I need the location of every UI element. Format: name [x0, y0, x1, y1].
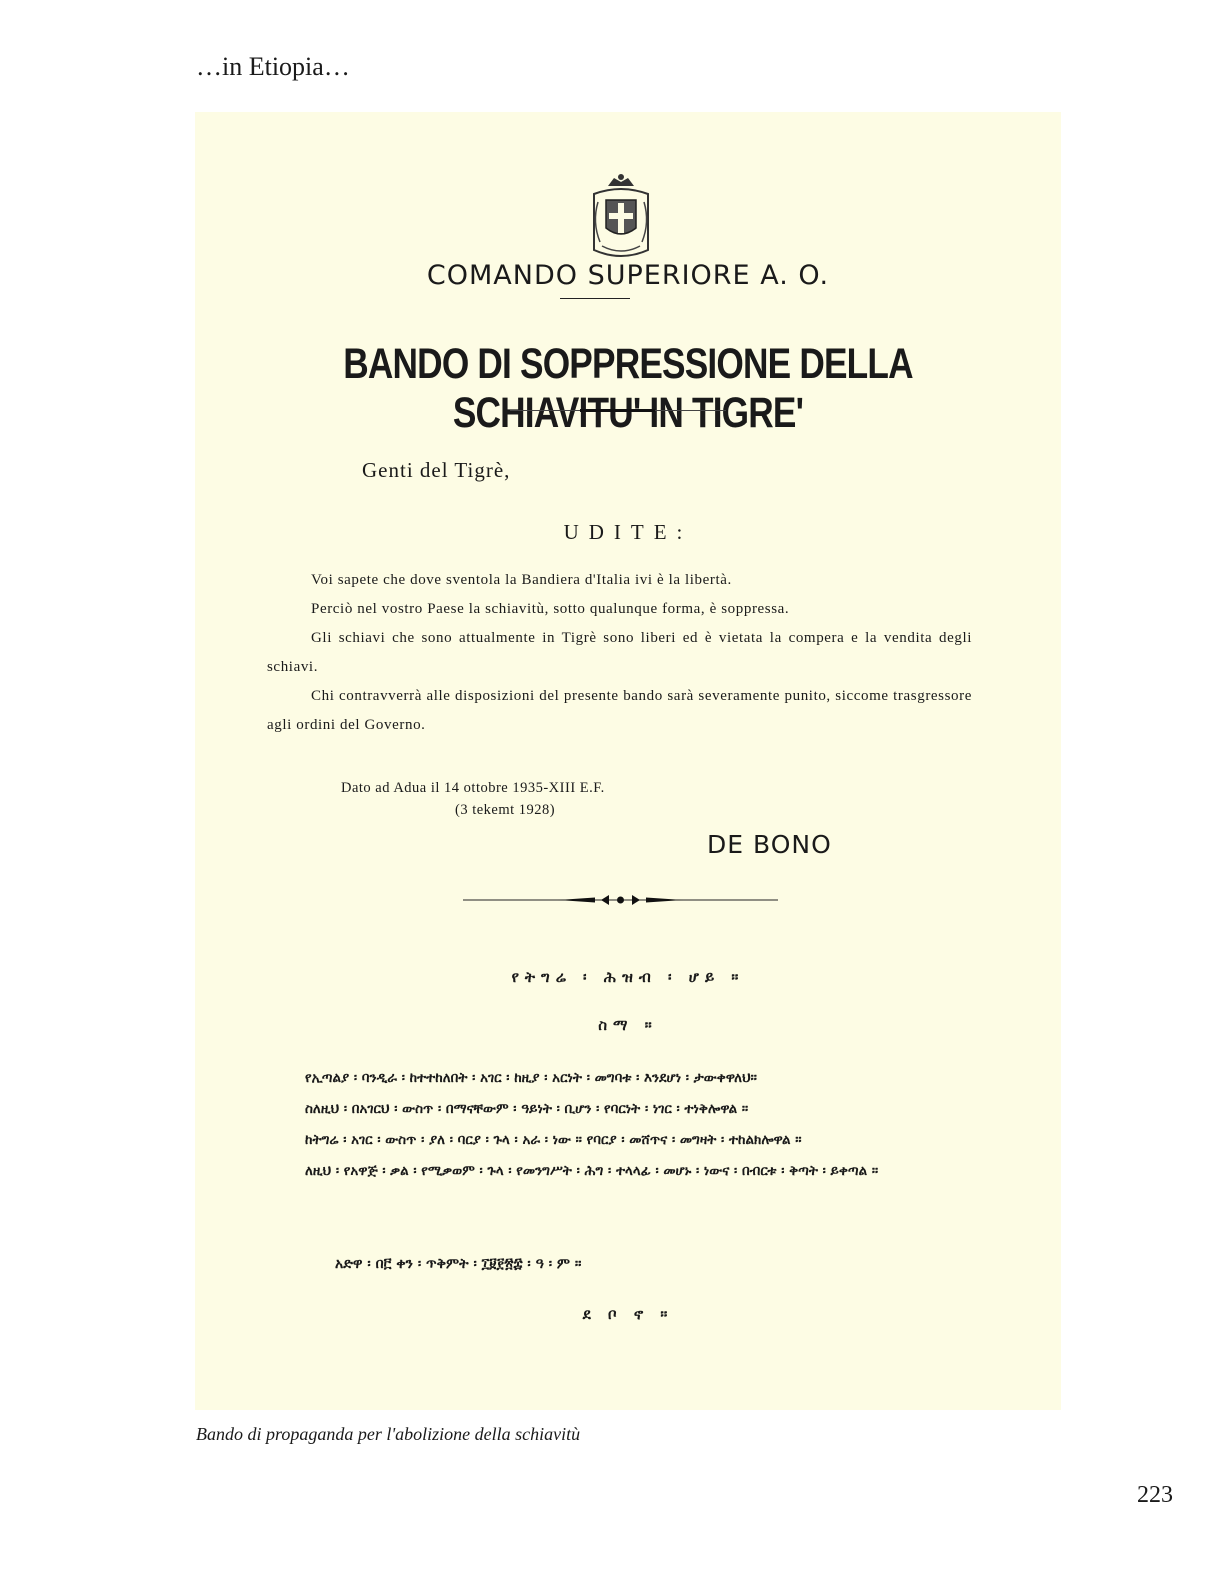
dateline-italian: Dato ad Adua il 14 ottobre 1935-XIII E.F. — [341, 780, 605, 796]
amharic-body — [253, 1063, 973, 1187]
amharic-dateline: አድዋ ፡ በ፫ ቀን ፡ ጥቅምት ፡ ፲፱፻፳፰ ፡ ዓ ፡ ም ። — [335, 1256, 582, 1272]
poster — [195, 112, 1061, 1410]
ornament-divider — [463, 892, 778, 908]
running-head: …in Etiopia… — [196, 52, 350, 81]
amharic-paragraph: ስለዚህ ፡ በአገርህ ፡ ውስጥ ፡ በማናቸውም ፡ ዓይነት ፡ ቢሆን ፡ የባርነት ፡ ነገር ፡ ተነቅሎዋል ። — [305, 1101, 749, 1117]
dateline-local: (3 tekemt 1928) — [455, 802, 556, 818]
paragraph: Gli schiavi che sono attualmente in Tigrè sono liberi ed è vietata la compera e la vendita degli schiavi. — [267, 630, 972, 675]
page-number: 223 — [1137, 1482, 1173, 1508]
amharic-paragraph: የኢጣልያ ፡ ባንዲራ ፡ ከተተከለበት ፡ አገር ፡ ከዚያ ፡ አርነት ፡ መግባቱ ፡ እንደሆነ ፡ ታውቀዋለህ። — [305, 1070, 757, 1086]
header-rule — [560, 298, 630, 299]
amharic-paragraph: ለዚህ ፡ የአዋጅ ፡ ቃል ፡ የሚቃወም ፡ ጉላ ፡ የመንግሥት ፡ ሕግ ፡ ተላላፊ ፡ መሆኑ ፡ ነውና ፡ በብርቱ ፡ ቅጣት ፡ ይቀጣል ። — [305, 1163, 879, 1179]
amharic-call: ስማ ። — [598, 1016, 658, 1034]
italian-body — [267, 566, 972, 740]
figure-caption: Bando di propaganda per l'abolizione della schiavitù — [196, 1424, 581, 1444]
paragraph: Voi sapete che dove sventola la Bandiera d'Italia ivi è la libertà. — [311, 572, 732, 588]
call-heading: UDITE: — [563, 520, 693, 544]
signature: DE BONO — [707, 830, 832, 859]
paragraph: Chi contravverrà alle disposizioni del presente bando sarà severamente punito, siccome trasgressore agli ordini del Governo. — [267, 688, 972, 733]
title-rule-accent — [580, 409, 655, 412]
poster-title: BANDO DI SOPPRESSIONE DELLA SCHIAVITU' IN TIGRE' — [343, 340, 913, 437]
savoy-coat-of-arms-icon — [588, 172, 654, 262]
amharic-signature: ደ ቦ ኖ ። — [582, 1305, 674, 1323]
poster-header: COMANDO SUPERIORE A. O. — [426, 260, 830, 291]
amharic-paragraph: ከትግሬ ፡ አገር ፡ ውስጥ ፡ ያለ ፡ ባርያ ፡ ጉላ ፡ አራ ፡ ነው ። የባርያ ፡ መሸጥና ፡ መግዛት ፡ ተከልክሎዋል ። — [305, 1132, 802, 1148]
greeting: Genti del Tigrè, — [362, 458, 511, 482]
amharic-title: የትግሬ ፡ ሕዝብ ፡ ሆይ ። — [511, 968, 745, 986]
paragraph: Perciò nel vostro Paese la schiavitù, sotto qualunque forma, è soppressa. — [311, 601, 790, 617]
dateline — [341, 777, 605, 821]
